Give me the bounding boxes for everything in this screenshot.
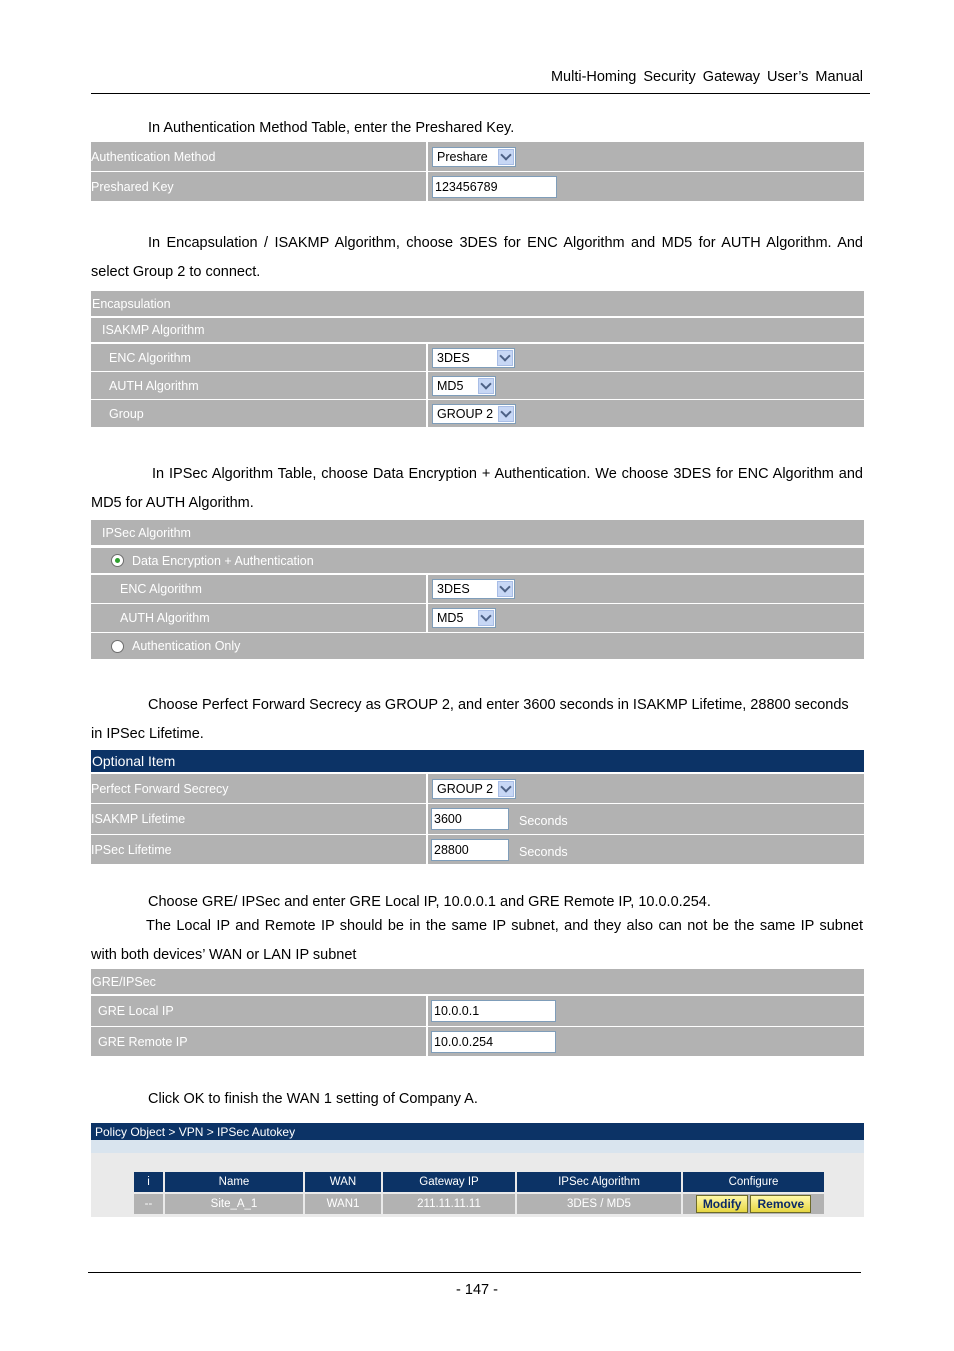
ipsec-lifetime-row bbox=[91, 835, 864, 865]
ipsec-enc-row bbox=[91, 575, 864, 604]
enc-algorithm-label: ENC Algorithm bbox=[91, 344, 428, 371]
table-cell-i: -- bbox=[134, 1194, 163, 1214]
gre-local-input[interactable]: 10.0.0.1 bbox=[431, 1000, 556, 1022]
table-cell-gateway-ip: 211.11.11.11 bbox=[383, 1194, 515, 1214]
chevron-down-icon bbox=[478, 610, 494, 626]
page-header-title: Multi-Homing Security Gateway User’s Manual bbox=[550, 69, 863, 85]
ipsec-enc-label: ENC Algorithm bbox=[91, 575, 428, 603]
ipsec-lifetime-input[interactable]: 28800 bbox=[431, 839, 509, 861]
gre-local-label: GRE Local IP bbox=[91, 996, 428, 1026]
chevron-down-icon bbox=[497, 350, 513, 366]
table-cell-name: Site_A_1 bbox=[165, 1194, 303, 1214]
encapsulation-title: Encapsulation bbox=[91, 291, 864, 317]
auth-algorithm-label: AUTH Algorithm bbox=[91, 372, 428, 399]
auth-method-select[interactable]: Preshare bbox=[432, 147, 516, 167]
auth-method-row bbox=[91, 142, 864, 172]
pfs-row bbox=[91, 774, 864, 804]
instruction-auth: In Authentication Method Table, enter the Preshared Key. bbox=[148, 120, 515, 136]
preshared-key-row bbox=[91, 172, 864, 202]
radio-unselected-icon[interactable] bbox=[111, 640, 124, 653]
data-encryption-option[interactable]: Data Encryption + Authentication bbox=[91, 547, 864, 574]
column-header-gateway-ip: Gateway IP bbox=[383, 1172, 515, 1192]
ipsec-algorithm-title: IPSec Algorithm bbox=[91, 520, 864, 546]
radio-selected-icon[interactable] bbox=[111, 554, 124, 567]
ipsec-autokey-panel bbox=[91, 1123, 864, 1217]
preshared-key-label: Preshared Key bbox=[91, 172, 428, 201]
pfs-label: Perfect Forward Secrecy bbox=[91, 774, 428, 803]
table-cell-wan: WAN1 bbox=[305, 1194, 381, 1214]
authentication-only-option[interactable]: Authentication Only bbox=[91, 633, 864, 660]
instruction-encapsulation: In Encapsulation / ISAKMP Algorithm, choose 3DES for ENC Algorithm and MD5 for AUTH Algorithm. And select Group 2 to connect. bbox=[91, 235, 863, 280]
isakmp-lifetime-unit: Seconds bbox=[519, 814, 568, 828]
ipsec-auth-select[interactable]: MD5 bbox=[432, 608, 496, 628]
column-header-ipsec-algorithm: IPSec Algorithm bbox=[517, 1172, 681, 1192]
ipsec-enc-select[interactable]: 3DES bbox=[432, 579, 515, 599]
chevron-down-icon bbox=[497, 581, 513, 597]
instruction-finish: Click OK to finish the WAN 1 setting of Company A. bbox=[148, 1091, 478, 1107]
isakmp-lifetime-label: ISAKMP Lifetime bbox=[91, 804, 428, 834]
breadcrumb: Policy Object > VPN > IPSec Autokey bbox=[91, 1123, 864, 1140]
ipsec-lifetime-unit: Seconds bbox=[519, 844, 568, 859]
optional-item-title: Optional Item bbox=[91, 750, 864, 773]
column-header-name: Name bbox=[165, 1172, 303, 1192]
ipsec-auth-row bbox=[91, 604, 864, 633]
auth-algorithm-select[interactable]: MD5 bbox=[432, 376, 496, 396]
column-header-i: i bbox=[134, 1172, 163, 1192]
pfs-select[interactable]: GROUP 2 bbox=[432, 779, 516, 799]
preshared-key-input[interactable]: 123456789 bbox=[432, 176, 557, 198]
ipsec-auth-label: AUTH Algorithm bbox=[91, 604, 428, 632]
page-number: - 147 - bbox=[456, 1282, 498, 1298]
remove-button[interactable]: Remove bbox=[750, 1195, 811, 1213]
chevron-down-icon bbox=[498, 149, 514, 165]
isakmp-lifetime-row bbox=[91, 804, 864, 835]
table-cell-configure bbox=[683, 1194, 824, 1214]
header-rule bbox=[91, 93, 870, 94]
column-header-configure: Configure bbox=[683, 1172, 824, 1192]
gre-remote-label: GRE Remote IP bbox=[91, 1027, 428, 1056]
auth-algorithm-row bbox=[91, 372, 864, 400]
gre-local-row bbox=[91, 996, 864, 1027]
table-cell-ipsec-algorithm: 3DES / MD5 bbox=[517, 1194, 681, 1214]
panel-band bbox=[91, 1140, 864, 1153]
enc-algorithm-select[interactable]: 3DES bbox=[432, 348, 515, 368]
chevron-down-icon bbox=[478, 378, 494, 394]
enc-algorithm-row bbox=[91, 344, 864, 372]
modify-button[interactable]: Modify bbox=[696, 1195, 749, 1213]
column-header-wan: WAN bbox=[305, 1172, 381, 1192]
instruction-ipsec: In IPSec Algorithm Table, choose Data Encryption + Authentication. We choose 3DES for ENC Algorithm and MD5 for AUTH Algorithm. bbox=[91, 466, 863, 511]
isakmp-lifetime-input[interactable]: 3600 bbox=[431, 808, 509, 830]
ipsec-lifetime-label: IPSec Lifetime bbox=[91, 835, 428, 864]
group-label: Group bbox=[91, 400, 428, 427]
gre-ipsec-title: GRE/IPSec bbox=[91, 969, 864, 995]
gre-remote-input[interactable]: 10.0.0.254 bbox=[431, 1031, 556, 1053]
auth-method-label: Authentication Method bbox=[91, 142, 428, 171]
group-select[interactable]: GROUP 2 bbox=[432, 404, 516, 424]
chevron-down-icon bbox=[498, 781, 514, 797]
note-gre-subnet: The Local IP and Remote IP should be in the same IP subnet, and they also can not be the same IP subnet with both devices’ WAN or LAN IP subnet bbox=[91, 918, 863, 963]
footer-rule bbox=[88, 1272, 861, 1273]
group-row bbox=[91, 400, 864, 428]
gre-remote-row bbox=[91, 1027, 864, 1057]
chevron-down-icon bbox=[498, 406, 514, 422]
instruction-optional: Choose Perfect Forward Secrecy as GROUP 2, and enter 3600 seconds in ISAKMP Lifetime, 28800 seconds in IPSec Lifetime. bbox=[91, 697, 849, 742]
instruction-gre: Choose GRE/ IPSec and enter GRE Local IP, 10.0.0.1 and GRE Remote IP, 10.0.0.254. bbox=[148, 894, 711, 910]
isakmp-algorithm-title: ISAKMP Algorithm bbox=[91, 317, 864, 343]
